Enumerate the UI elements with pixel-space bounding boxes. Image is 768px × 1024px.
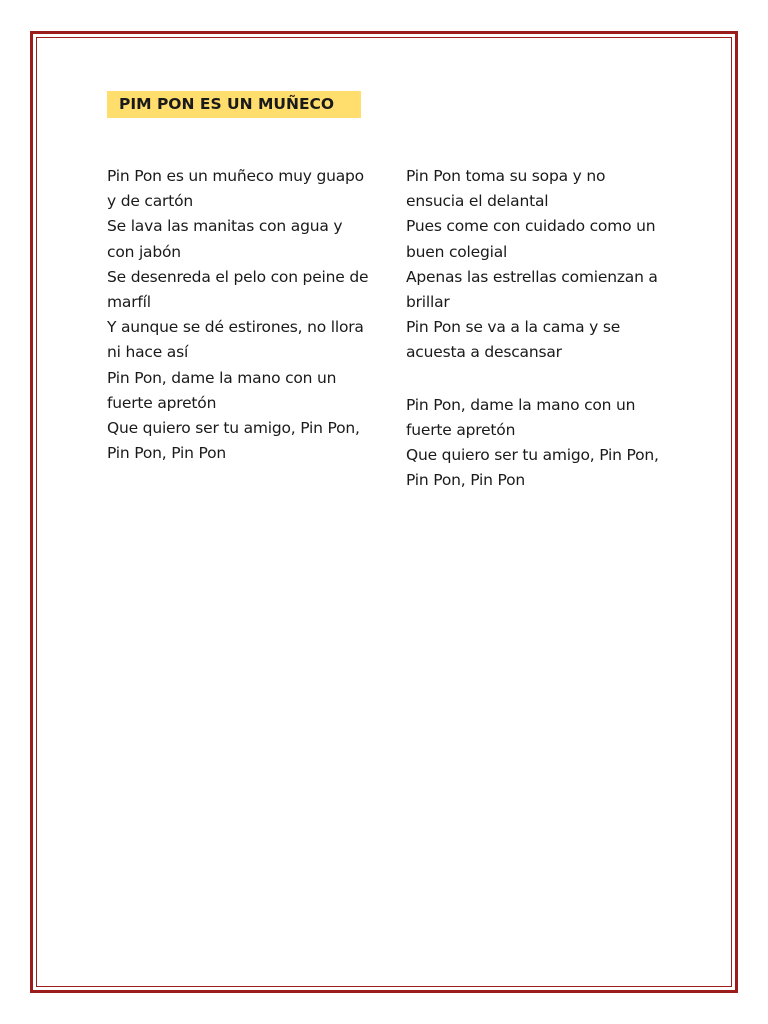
lyric-line: Pin Pon, dame la mano con un fuerte apretón [406, 395, 636, 439]
lyric-line: Pin Pon se va a la cama y se acuesta a descansar [406, 318, 621, 362]
lyrics-right-column [406, 164, 668, 493]
stanza [107, 164, 369, 466]
lyric-line: Pues come con cuidado como un buen colegial [406, 217, 656, 261]
lyric-line: Apenas las estrellas comienzan a brillar [406, 267, 658, 312]
lyric-line: Pin Pon, dame la mano con un fuerte apretón [107, 368, 337, 412]
lyric-line: Que quiero ser tu amigo, Pin Pon, Pin Pon, Pin Pon [406, 446, 659, 490]
stanza [406, 393, 668, 494]
lyric-line: Se desenreda el pelo con peine de marfíl [107, 267, 369, 312]
lyric-line: Pin Pon toma su sopa y no ensucia el delantal [406, 167, 606, 211]
lyric-line: Que quiero ser tu amigo, Pin Pon, Pin Pon, Pin Pon [107, 419, 360, 463]
lyric-line: Se lava las manitas con agua y con jabón [107, 217, 343, 261]
song-title: PIM PON ES UN MUÑECO [107, 91, 361, 118]
lyric-line: Pin Pon es un muñeco muy guapo y de cartón [107, 167, 364, 211]
lyrics-left-column [107, 164, 369, 466]
lyric-line: Y aunque se dé estirones, no llora ni hace así [107, 318, 364, 362]
stanza [406, 164, 668, 366]
